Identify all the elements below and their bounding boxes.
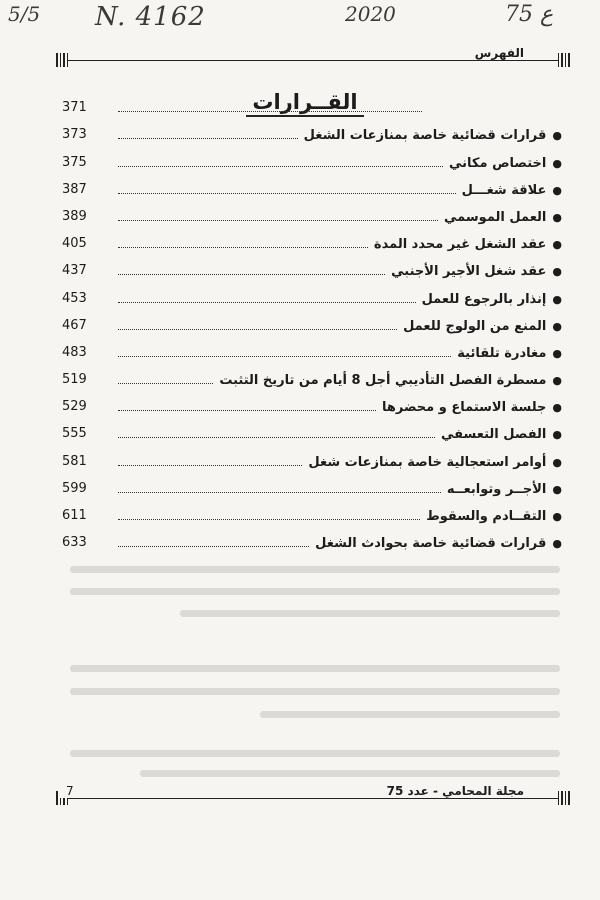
toc-label: التقــادم والسقوط xyxy=(426,509,547,524)
toc-leader xyxy=(118,193,456,194)
handwritten-number: N. 4162 xyxy=(95,2,206,32)
toc-page: 405 xyxy=(62,236,87,252)
toc-row xyxy=(62,203,562,230)
toc-entry xyxy=(444,210,562,230)
toc-page: 555 xyxy=(62,426,87,442)
toc-page: 375 xyxy=(62,154,87,170)
header-bars-right xyxy=(558,53,570,67)
toc-leader xyxy=(118,383,213,384)
toc-page: 599 xyxy=(62,480,87,496)
handwritten-fraction: 5/5 xyxy=(8,2,41,26)
bleed-through-line xyxy=(70,750,560,757)
toc-row xyxy=(62,502,562,529)
toc-row xyxy=(62,339,562,366)
toc-label: قرارات قضائية خاصة بحوادث الشغل xyxy=(315,536,547,552)
toc-page: 453 xyxy=(62,290,87,306)
bullet-icon: ● xyxy=(552,129,562,143)
toc-page: 373 xyxy=(62,127,87,143)
toc-entry xyxy=(426,509,562,529)
toc-row xyxy=(62,529,562,556)
bleed-through-line xyxy=(70,588,560,595)
header-bars-left xyxy=(56,53,68,67)
toc-page: 581 xyxy=(62,453,87,469)
toc-page: 387 xyxy=(62,181,87,197)
bullet-icon: ● xyxy=(552,319,562,333)
toc-row xyxy=(62,121,562,148)
toc-page: 389 xyxy=(62,208,87,224)
toc-label: أوامر استعجالية خاصة بمنازعات شغل xyxy=(308,454,547,470)
bullet-icon: ● xyxy=(552,238,562,252)
toc-page: 437 xyxy=(62,263,87,279)
toc-entry xyxy=(315,536,562,556)
toc-row xyxy=(62,257,562,284)
bullet-icon: ● xyxy=(552,401,562,415)
bullet-icon: ● xyxy=(552,510,562,523)
toc-label: قرارات قضائية خاصة بمنازعات الشغل xyxy=(303,128,547,144)
toc-label: اختصاص مكاني xyxy=(449,155,547,171)
bleed-through-line xyxy=(70,566,560,573)
toc-leader xyxy=(118,220,438,221)
toc-row xyxy=(62,366,562,393)
toc-row xyxy=(62,230,562,257)
bullet-icon: ● xyxy=(552,265,562,279)
toc-page: 467 xyxy=(62,317,87,333)
toc-entry xyxy=(308,455,562,475)
footer-journal: مجلة المحامي - عدد 75 xyxy=(381,784,530,798)
toc-label: الأجــر وتوابعــه xyxy=(446,481,547,497)
toc-row xyxy=(62,148,562,175)
toc-label: عقد الشغل غير محدد المدة xyxy=(373,237,547,253)
toc-label: علاقة شغـــل xyxy=(461,182,547,198)
toc-leader xyxy=(118,138,298,139)
toc-entry xyxy=(382,400,562,420)
toc-page: 529 xyxy=(62,399,87,415)
toc-leader xyxy=(118,410,376,411)
section-title-text: القــرارات xyxy=(252,90,358,114)
toc-entry xyxy=(304,128,562,148)
toc-label: إنذار بالرجوع للعمل xyxy=(421,291,547,307)
bullet-icon: ● xyxy=(552,537,562,551)
toc-leader xyxy=(118,437,435,438)
bullet-icon: ● xyxy=(552,455,562,469)
toc-row xyxy=(62,176,562,203)
toc-label: العمل الموسمي xyxy=(444,209,547,225)
bullet-icon: ● xyxy=(552,482,562,496)
toc-entry xyxy=(441,427,562,447)
toc-page: 519 xyxy=(62,372,87,388)
toc-leader xyxy=(118,546,309,547)
toc-leader xyxy=(118,302,416,303)
bleed-through-line xyxy=(140,770,560,777)
toc-label: جلسة الاستماع و محضرها xyxy=(382,400,547,416)
footer-page-number: 7 xyxy=(60,784,80,798)
handwritten-issue: 75 ع xyxy=(505,2,554,27)
toc-entry xyxy=(219,373,562,393)
toc-entry xyxy=(403,319,562,339)
toc-leader xyxy=(118,465,302,466)
toc-label: عقد شغل الأجير الأجنبي xyxy=(391,264,547,280)
bullet-icon: ● xyxy=(552,292,562,306)
handwritten-year: 2020 xyxy=(345,2,396,26)
header-title: الفهرس xyxy=(469,46,530,60)
bullet-icon: ● xyxy=(552,210,562,224)
toc-entry xyxy=(462,183,562,203)
toc-leader xyxy=(118,166,443,167)
toc-label: مسطرة الفصل التأديبي أجل 8 أيام من تاريخ التثبت xyxy=(219,373,547,389)
toc-entry xyxy=(457,346,562,366)
bleed-through-line xyxy=(70,665,560,672)
toc-page: 611 xyxy=(62,508,87,523)
toc-label: مغادرة تلقائية xyxy=(457,345,547,361)
toc-entry xyxy=(447,482,562,502)
toc-row xyxy=(62,393,562,420)
bullet-icon: ● xyxy=(552,346,562,360)
bleed-through-line xyxy=(70,688,560,695)
toc-leader xyxy=(118,356,451,357)
toc-label: الفصل التعسفي xyxy=(441,427,547,443)
toc-row xyxy=(62,94,562,121)
toc-entry xyxy=(391,264,562,284)
toc-row xyxy=(62,475,562,502)
toc-leader xyxy=(118,492,441,493)
table-of-contents xyxy=(62,94,562,556)
bullet-icon: ● xyxy=(552,428,562,442)
toc-page: 371 xyxy=(62,100,87,116)
toc-entry xyxy=(449,156,562,176)
toc-label: المنع من الولوج للعمل xyxy=(403,318,547,334)
toc-page: 483 xyxy=(62,344,87,360)
toc-page: 633 xyxy=(62,535,87,551)
bleed-through-line xyxy=(260,711,560,718)
toc-entry xyxy=(422,292,562,312)
bullet-icon: ● xyxy=(552,156,562,170)
bullet-icon: ● xyxy=(552,183,562,197)
toc-leader xyxy=(118,247,368,248)
toc-entry xyxy=(374,237,562,257)
toc-leader xyxy=(118,329,397,330)
footer-bars-right xyxy=(558,791,570,805)
bullet-icon: ● xyxy=(552,374,562,388)
toc-row xyxy=(62,312,562,339)
toc-leader xyxy=(118,274,385,275)
toc-row xyxy=(62,447,562,474)
toc-row xyxy=(62,284,562,311)
toc-row xyxy=(62,420,562,447)
toc-leader xyxy=(118,519,420,520)
toc-leader xyxy=(118,111,422,112)
bleed-through-line xyxy=(180,610,560,617)
